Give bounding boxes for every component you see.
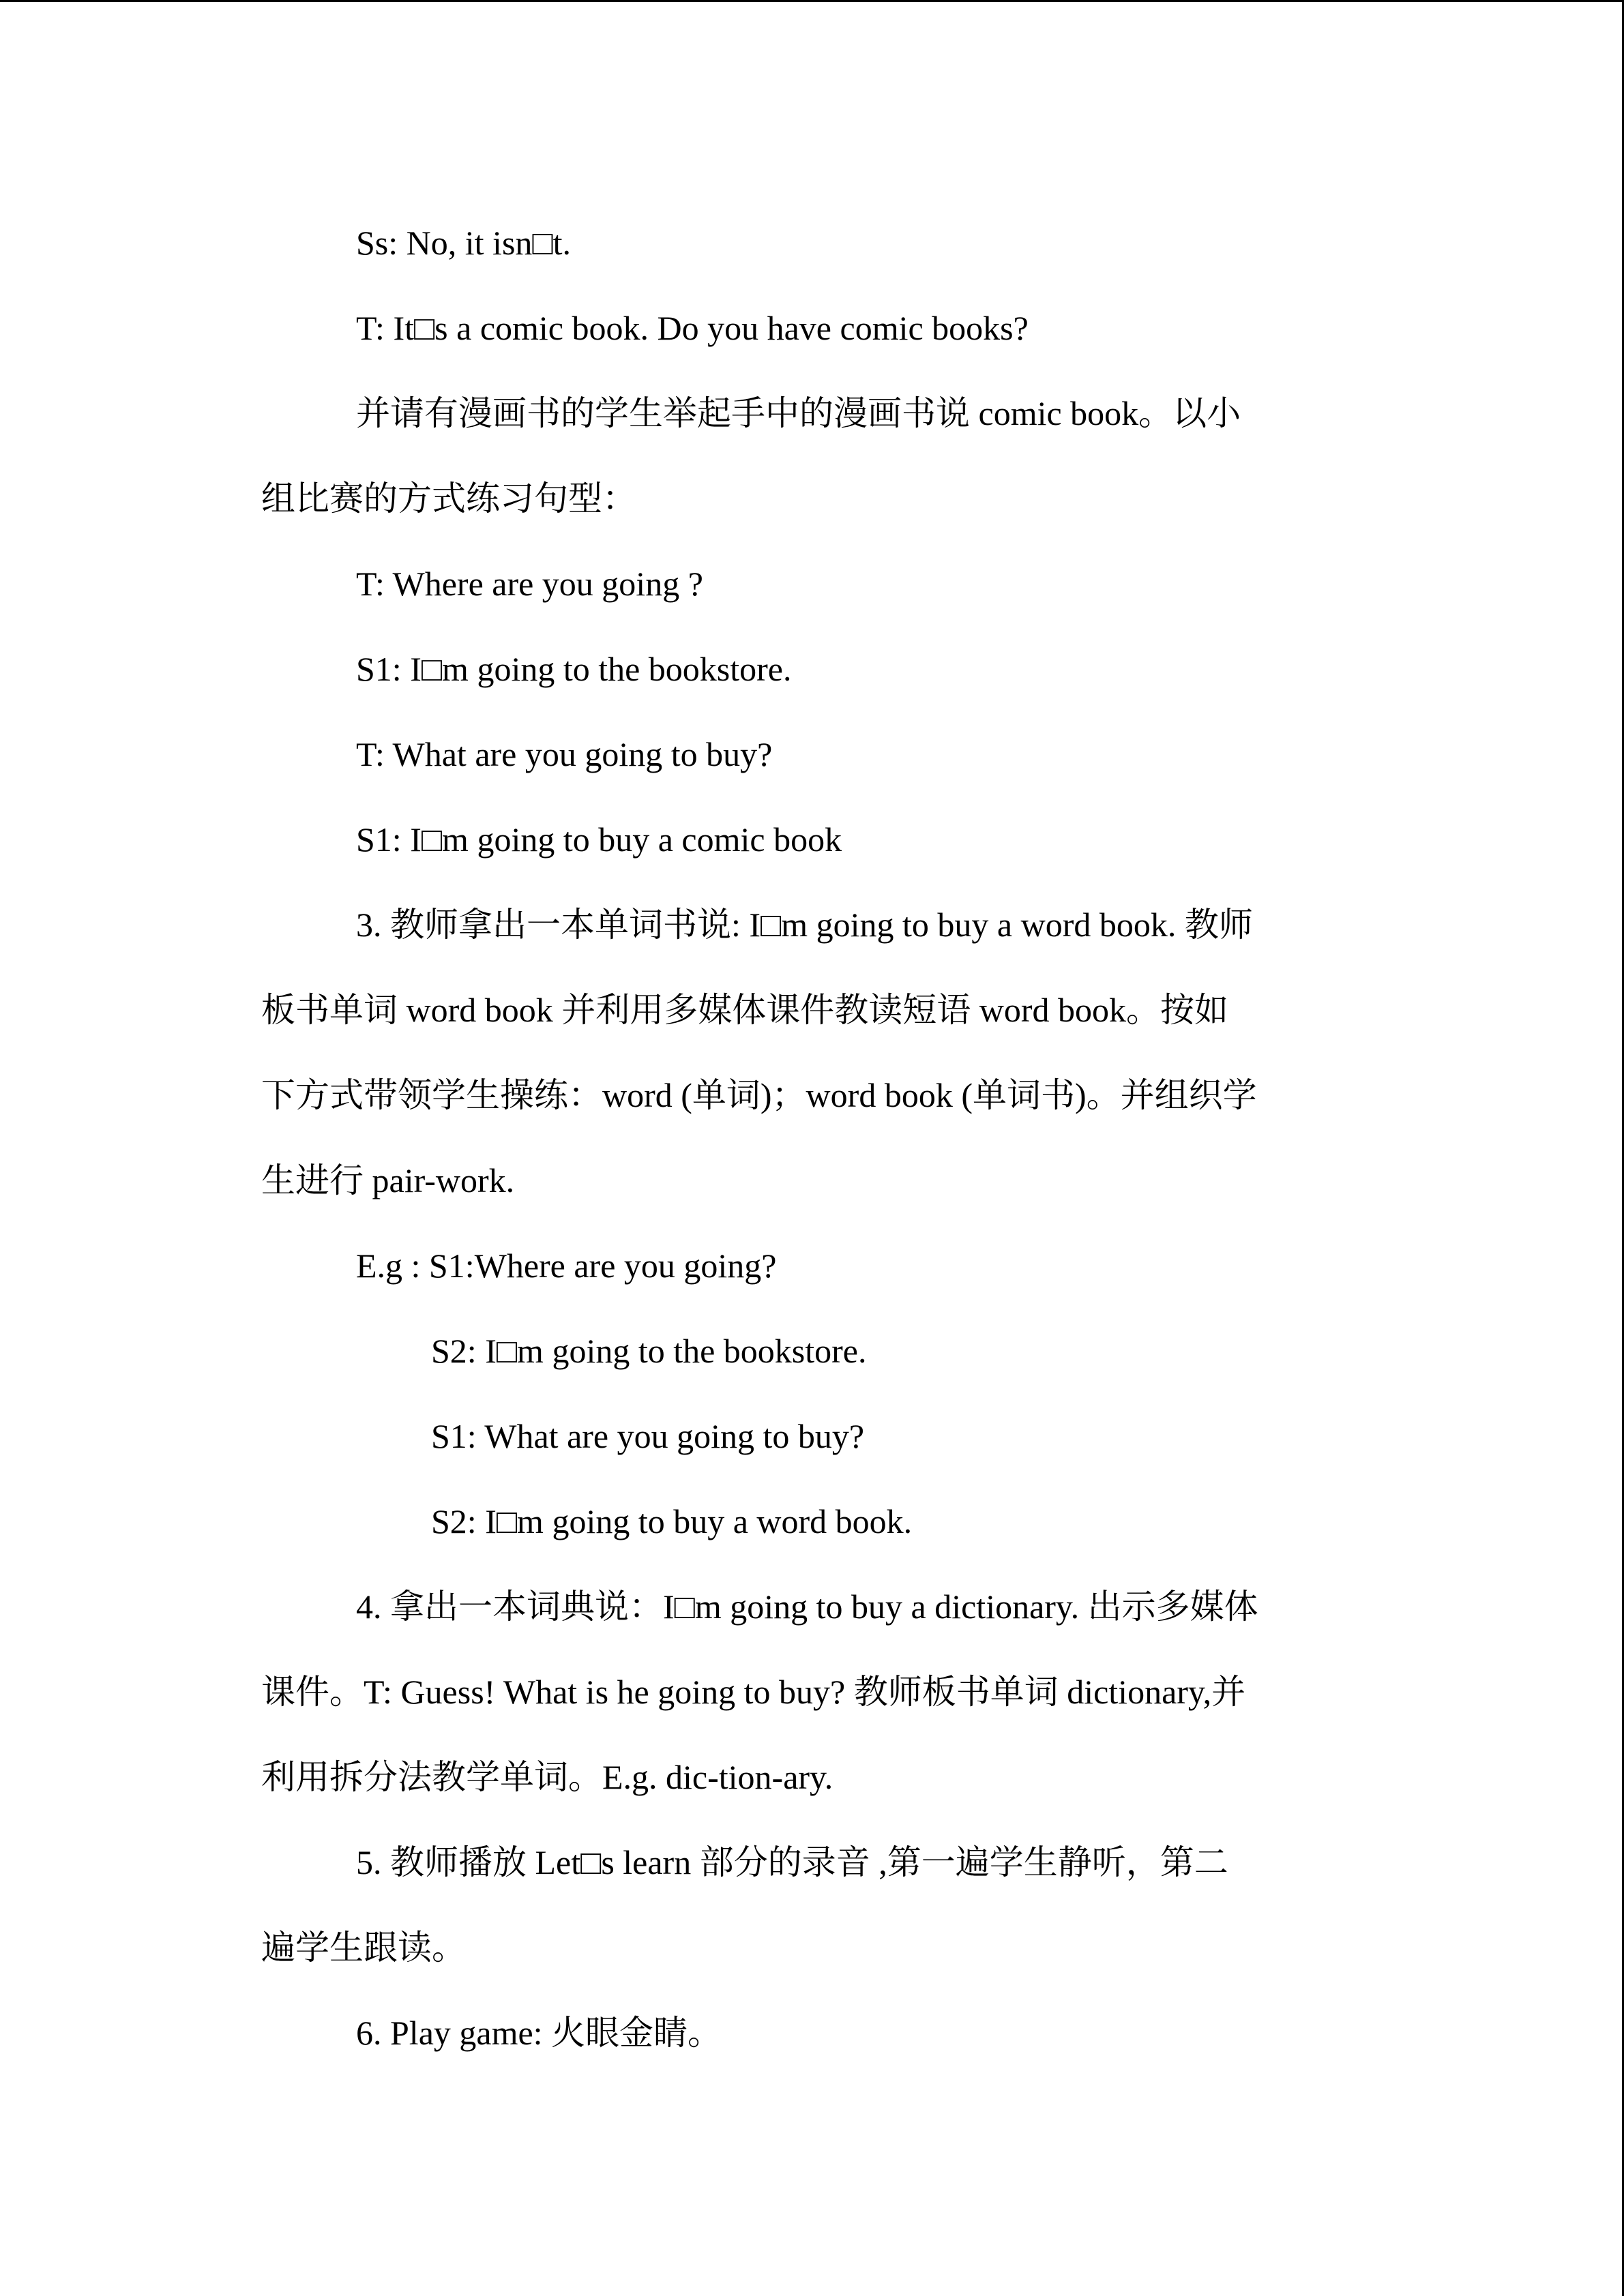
text-line: 组比赛的方式练习句型： [261, 479, 636, 518]
text-line: E.g : S1:Where are you going? [356, 1247, 777, 1285]
text-line: S2: I□m going to the bookstore. [431, 1332, 867, 1370]
text-line: 4. 拿出一本词典说：I□m going to buy a dictionary. 出示多媒体 [356, 1587, 1258, 1626]
text-line: 3. 教师拿出一本单词书说: I□m going to buy a word book. 教师 [356, 906, 1253, 944]
text-line: T: Where are you going ? [356, 565, 703, 603]
text-line: S1: I□m going to buy a comic book [356, 820, 842, 859]
text-line: 并请有漫画书的学生举起手中的漫画书说 comic book。以小 [356, 394, 1241, 432]
text-line: 遍学生跟读。 [261, 1928, 466, 1967]
text-line: 下方式带领学生操练：word (单词)；word book (单词书)。并组织学 [261, 1076, 1257, 1114]
text-line: T: It□s a comic book. Do you have comic books? [356, 309, 1029, 347]
text-line: 6. Play game: 火眼金睛。 [356, 2014, 722, 2052]
text-line: 课件。T: Guess! What is he going to buy? 教师板书单词 dictionary,并 [261, 1673, 1246, 1711]
text-line: 板书单词 word book 并利用多媒体课件教读短语 word book。按如 [261, 991, 1229, 1029]
text-line: 生进行 pair-work. [261, 1161, 515, 1199]
text-line: S1: I□m going to the bookstore. [356, 650, 792, 688]
text-line: S2: I□m going to buy a word book. [431, 1502, 913, 1540]
text-line: Ss: No, it isn□t. [356, 224, 571, 262]
text-line: 利用拆分法教学单词。E.g. dic-tion-ary. [261, 1758, 833, 1796]
text-line: T: What are you going to buy? [356, 735, 773, 773]
text-line: S1: What are you going to buy? [431, 1417, 865, 1455]
text-line: 5. 教师播放 Let□s learn 部分的录音 ,第一遍学生静听，第二 [356, 1843, 1228, 1881]
